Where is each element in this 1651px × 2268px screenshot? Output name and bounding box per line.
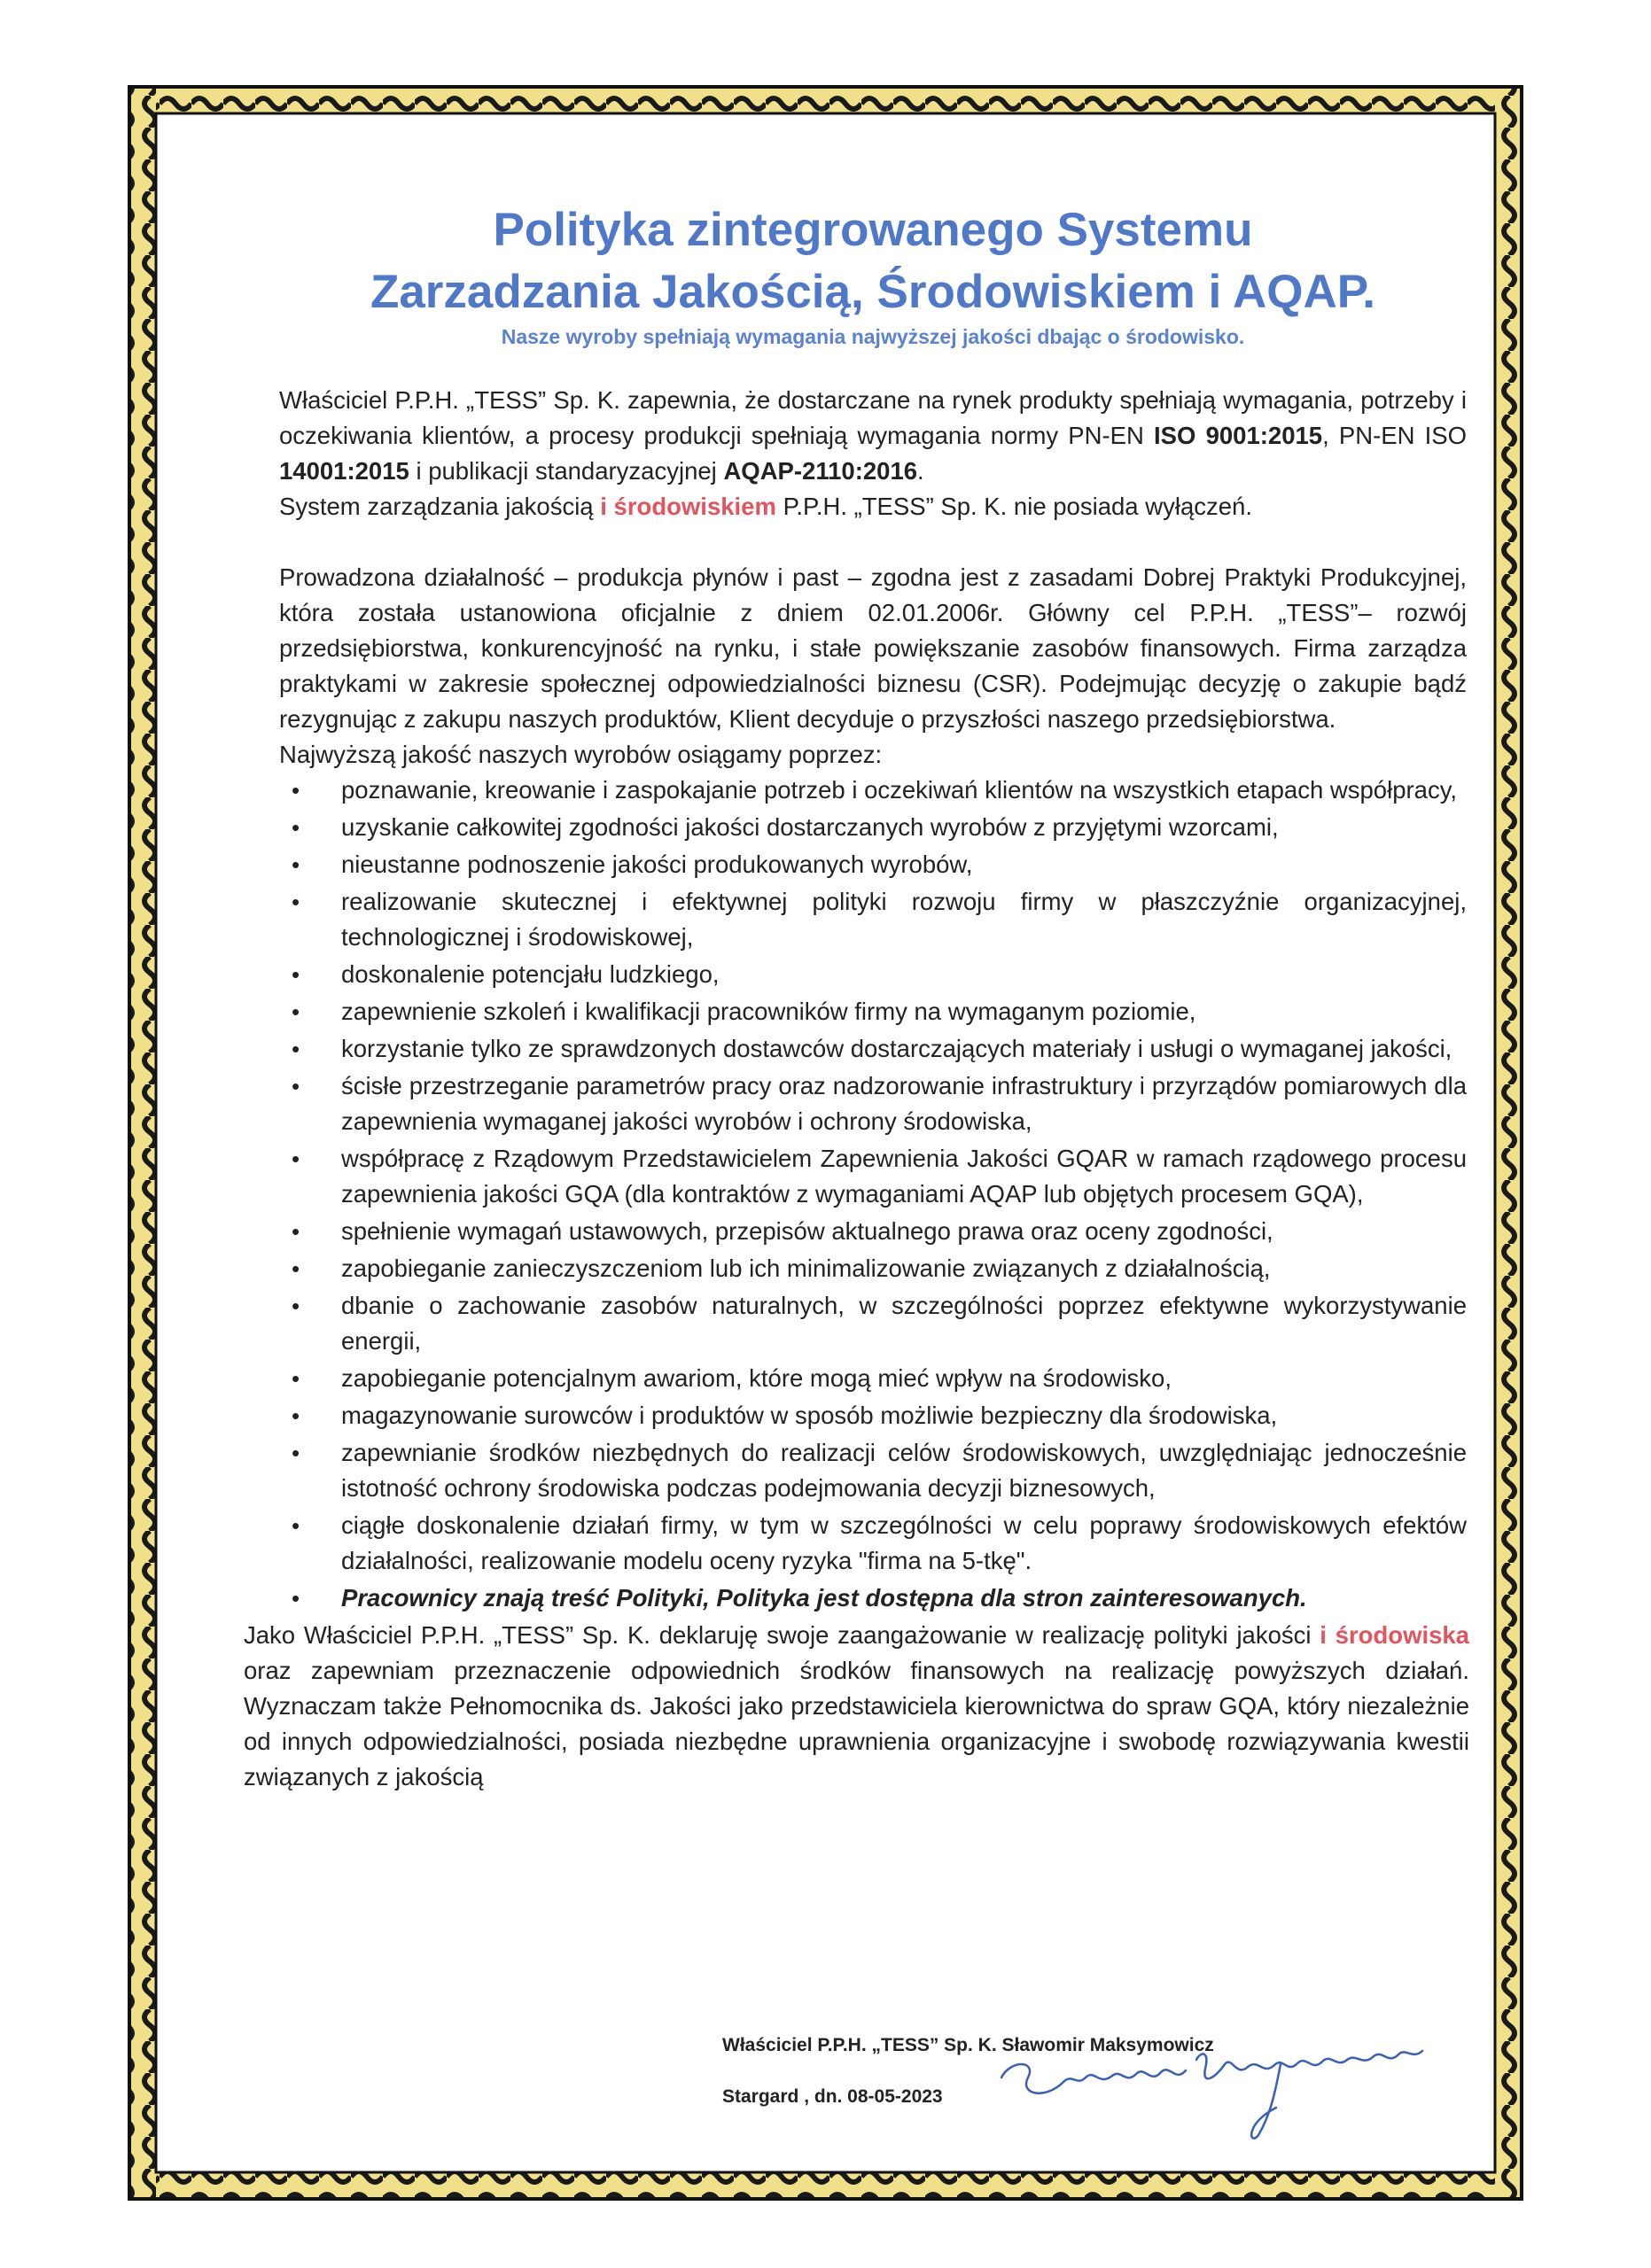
goals-list	[279, 773, 1467, 1616]
text-segment: Właściciel P.P.H. „TESS” Sp. K. zapewnia, że dostarczane na rynek produkty spełniają wymagania, potrzeby i oczekiwania klientów, a procesy produkcji spełniają wymagania normy PN-EN	[279, 386, 1467, 449]
list-item	[279, 1251, 1467, 1286]
exclusions-paragraph	[279, 489, 1467, 524]
bullets-intro: Najwyższą jakość naszych wyrobów osiągamy poprzez:	[279, 741, 883, 768]
bullet-icon: •	[292, 1293, 300, 1319]
list-item	[279, 1581, 1467, 1616]
text-segment: Jako Właściciel P.P.H. „TESS” Sp. K. deklaruję swoje zaangażowanie w realizację polityki jakości	[244, 1621, 1320, 1649]
bullet-icon: •	[292, 961, 300, 988]
highlight-text: i środowiskiem	[600, 493, 776, 520]
list-item	[279, 1288, 1467, 1359]
list-item	[279, 1141, 1467, 1212]
list-item-text: magazynowanie surowców i produktów w sposób możliwie bezpieczny dla środowiska,	[341, 1402, 1278, 1429]
bullet-icon: •	[292, 1036, 300, 1062]
activity-paragraph: Prowadzona działalność – produkcja płynów i past – zgodna jest z zasadami Dobrej Praktyki Produkcyjnej, która została ustanowiona oficjalnie z dniem 02.01.2006r. Główny cel P.P.H. „TESS”– rozwój przedsiębiorstwa, konkurencyjność na rynku, i stałe powiększanie zasobów finansowych. Firma zarządza praktykami w zakresie społecznej odpowiedzialności biznesu (CSR). Podejmując decyzję o zakupie bądź rezygnując z zakupu naszych produktów, Klient decyduje o przyszłości naszego przedsiębiorstwa.	[279, 563, 1467, 733]
list-item	[279, 957, 1467, 992]
list-item-text: uzyskanie całkowitej zgodności jakości dostarczanych wyrobów z przyjętymi wzorcami,	[341, 813, 1279, 841]
list-item-text: zapewnienie szkoleń i kwalifikacji pracowników firmy na wymaganym poziomie,	[341, 998, 1196, 1025]
text-segment: .	[917, 457, 924, 485]
list-item	[279, 1214, 1467, 1249]
policy-content	[244, 199, 1469, 1795]
bullet-icon: •	[292, 1218, 300, 1245]
list-item	[279, 773, 1467, 808]
list-item-text: korzystanie tylko ze sprawdzonych dostawców dostarczających materiały i usługi o wymaganej jakości,	[341, 1035, 1452, 1062]
list-item-text: dbanie o zachowanie zasobów naturalnych, w szczególności poprzez efektywne wykorzystywanie energii,	[341, 1292, 1467, 1355]
list-item	[279, 1068, 1467, 1139]
highlight-text: i środowiska	[1320, 1621, 1469, 1649]
list-item	[279, 1031, 1467, 1067]
owner-signature-line: Właściciel P.P.H. „TESS” Sp. K. Sławomir Maksymowicz	[722, 2035, 1214, 2055]
iso-9001-label: ISO 9001:2015	[1154, 422, 1323, 449]
standards-paragraph	[279, 383, 1467, 489]
bullet-icon: •	[292, 889, 300, 915]
text-segment: oraz zapewniam przeznaczenie odpowiednich środków finansowych na realizację powyższych działań. Wyznaczam także Pełnomocnika ds. Jakości jako przedstawiciela kierownictwa do spraw GQA, który niezależnie od innych odpowiedzialności, posiada niezbędne uprawnienia organizacyjne i swobodę rozwiązywania kwestii związanych z jakością	[244, 1657, 1469, 1790]
text-segment: System zarządzania jakością	[279, 493, 601, 520]
aqap-label: AQAP-2110:2016	[723, 457, 918, 485]
list-item-text: ciągłe doskonalenie działań firmy, w tym w szczególności w celu poprawy środowiskowych efektów działalności, realizowanie modelu oceny ryzyka "firma na 5-tkę".	[341, 1511, 1467, 1574]
bullet-icon: •	[292, 1402, 300, 1429]
list-item-text: spełnienie wymagań ustawowych, przepisów aktualnego prawa oraz oceny zgodności,	[341, 1217, 1273, 1245]
bullet-icon: •	[292, 1585, 300, 1612]
bullet-icon: •	[292, 814, 300, 841]
list-item-text: doskonalenie potencjału ludzkiego,	[341, 960, 720, 988]
text-segment: , PN-EN ISO	[1322, 422, 1468, 449]
iso-14001-label: 14001:2015	[279, 457, 409, 485]
bullet-icon: •	[292, 1073, 300, 1099]
list-item-text: ścisłe przestrzeganie parametrów pracy oraz nadzorowanie infrastruktury i przyrządów pomiarowych dla zapewnienia wymaganej jakości wyrobów i ochrony środowiska,	[341, 1072, 1467, 1135]
list-item	[279, 884, 1467, 955]
bullet-icon: •	[292, 1146, 300, 1172]
text-segment: P.P.H. „TESS” Sp. K. nie posiada wyłączeń.	[775, 493, 1252, 520]
subtitle: Nasze wyroby spełniają wymagania najwyższej jakości dbając o środowisko.	[501, 325, 1245, 348]
list-item	[279, 1398, 1467, 1433]
bullet-icon: •	[292, 777, 300, 804]
closing-paragraph	[244, 1618, 1469, 1795]
list-item-text: nieustanne podnoszenie jakości produkowanych wyrobów,	[341, 850, 973, 878]
bullet-icon: •	[292, 1512, 300, 1539]
list-item-text: Pracownicy znają treść Polityki, Polityka jest dostępna dla stron zainteresowanych.	[341, 1584, 1307, 1612]
date-line: Stargard , dn. 08-05-2023	[722, 2086, 943, 2107]
list-item-text: zapobieganie zanieczyszczeniom lub ich minimalizowanie związanych z działalnością,	[341, 1254, 1271, 1282]
bullet-icon: •	[292, 1440, 300, 1466]
list-item	[279, 810, 1467, 845]
list-item-text: współpracę z Rządowym Przedstawicielem Zapewnienia Jakości GQAR w ramach rządowego procesu zapewnienia jakości GQA (dla kontraktów z wymaganiami AQAP lub objętych procesem GQA),	[341, 1145, 1467, 1208]
list-item	[279, 847, 1467, 882]
list-item-text: poznawanie, kreowanie i zaspokajanie potrzeb i oczekiwań klientów na wszystkich etapach współpracy,	[341, 776, 1458, 804]
list-item	[279, 1508, 1467, 1579]
list-item	[279, 1361, 1467, 1396]
bullet-icon: •	[292, 998, 300, 1025]
bullet-icon: •	[292, 1365, 300, 1392]
title-line-2: Zarzadzania Jakością, Środowiskiem i AQAP.	[370, 266, 1376, 318]
list-item	[279, 994, 1467, 1029]
title-line-1: Polityka zintegrowanego Systemu	[493, 204, 1253, 256]
list-item-text: realizowanie skutecznej i efektywnej polityki rozwoju firmy w płaszczyźnie organizacyjnej, technologicznej i środowiskowej,	[341, 888, 1467, 951]
list-item	[279, 1435, 1467, 1506]
text-segment: i publikacji standaryzacyjnej	[409, 457, 724, 485]
bullet-icon: •	[292, 1255, 300, 1282]
bullet-icon: •	[292, 851, 300, 878]
list-item-text: zapewnianie środków niezbędnych do realizacji celów środowiskowych, uwzględniając jednocześnie istotność ochrony środowiska podczas podejmowania decyzji biznesowych,	[341, 1439, 1467, 1502]
list-item-text: zapobieganie potencjalnym awariom, które mogą mieć wpływ na środowisko,	[341, 1364, 1172, 1392]
handwritten-signature-icon	[984, 2016, 1445, 2148]
